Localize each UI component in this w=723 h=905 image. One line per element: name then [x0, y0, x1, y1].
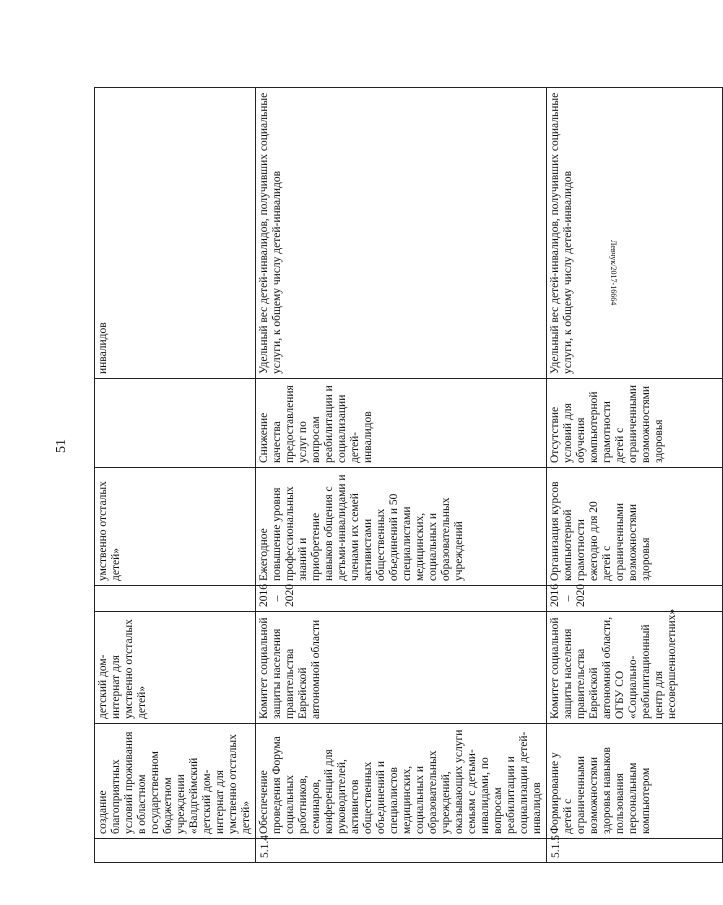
row-number: 5.1.5 [547, 839, 723, 863]
years-cell: 2016 – 2020 [256, 586, 547, 612]
problem-text: Отсутствие условий для обучения компьютерной грамотности детей с ограниченными возможностями здоровья [549, 385, 665, 463]
years-cell [95, 586, 256, 612]
executor-cell [547, 608, 723, 724]
indicator-cell [547, 88, 723, 379]
document-registration-code: Левчук/2017-16664 [609, 240, 618, 306]
table-row [547, 88, 723, 863]
indicator-cell [256, 88, 547, 379]
indicator-text: инвалидов [97, 322, 109, 374]
page-number: 51 [54, 439, 69, 453]
result-text: умственно отсталых детей» [97, 481, 122, 581]
years-cell: 2016 – 2020 [547, 586, 723, 612]
table-row [95, 88, 256, 863]
result-cell [256, 468, 547, 586]
problem-cell [95, 379, 256, 468]
problem-cell [256, 379, 547, 468]
result-cell [547, 468, 723, 586]
event-cell [547, 724, 723, 839]
measures-table [94, 87, 723, 863]
event-text: Обеспечение проведения Форума социальных работников, семинаров, конференций для руководителей, активистов общественных объединений и специалистов медицинских, социальных и образовательных учреждений, оказывающих услуги семьям с детьми-инвалидами, по вопросам реабилитации и социализации детей-инвалидов [258, 729, 543, 834]
indicator-cell [95, 88, 256, 379]
event-text: Формирование у детей с ограниченными возможностями здоровья навыков пользования персональным компьютером [549, 747, 652, 834]
problem-text: Снижение качества предоставления услуг по вопросам реабилитации и социализации детей-инвалидов [258, 385, 374, 463]
executor-cell [256, 612, 547, 724]
indicator-text: Удельный вес детей-инвалидов, получивших социальные услуги, к общему числу детей-инвалидов [549, 92, 574, 374]
row-number [95, 839, 256, 863]
executor-text: детский дом-интернат для умственно отсталых детей» [97, 619, 148, 719]
event-text: создание благоприятных условий проживания в областном государственном бюджетном учреждении «Валдгеймский детский дом-интернат для умственно отсталых детей» [97, 731, 252, 834]
event-cell [95, 724, 256, 839]
result-text: Организация курсов компьютерной грамотности ежегодно для 20 детей с ограниченными возможностями здоровья [549, 481, 652, 581]
executor-text: Комитет социальной защиты населения правительства Еврейской автономной области, ОГБУ СО «Социально-реабилитационный центр для несовершеннолетних» [549, 608, 678, 719]
event-cell [256, 724, 547, 839]
table-row [256, 88, 547, 863]
indicator-text: Удельный вес детей-инвалидов, получивших социальные услуги, к общему числу детей-инвалидов [258, 92, 283, 374]
executor-cell [95, 612, 256, 724]
result-text: Ежегодное повышение уровня профессиональных знаний и приобретение навыков общения с детьми-инвалидами и членами их семей активистами общественных объединений и 50 специалистами медицинских, социальных и образовательных учреждений [258, 474, 465, 581]
result-cell [95, 468, 256, 586]
executor-text: Комитет социальной защиты населения правительства Еврейской автономной области [258, 617, 322, 719]
problem-cell [547, 379, 723, 468]
row-number: 5.1.4 [256, 839, 547, 863]
